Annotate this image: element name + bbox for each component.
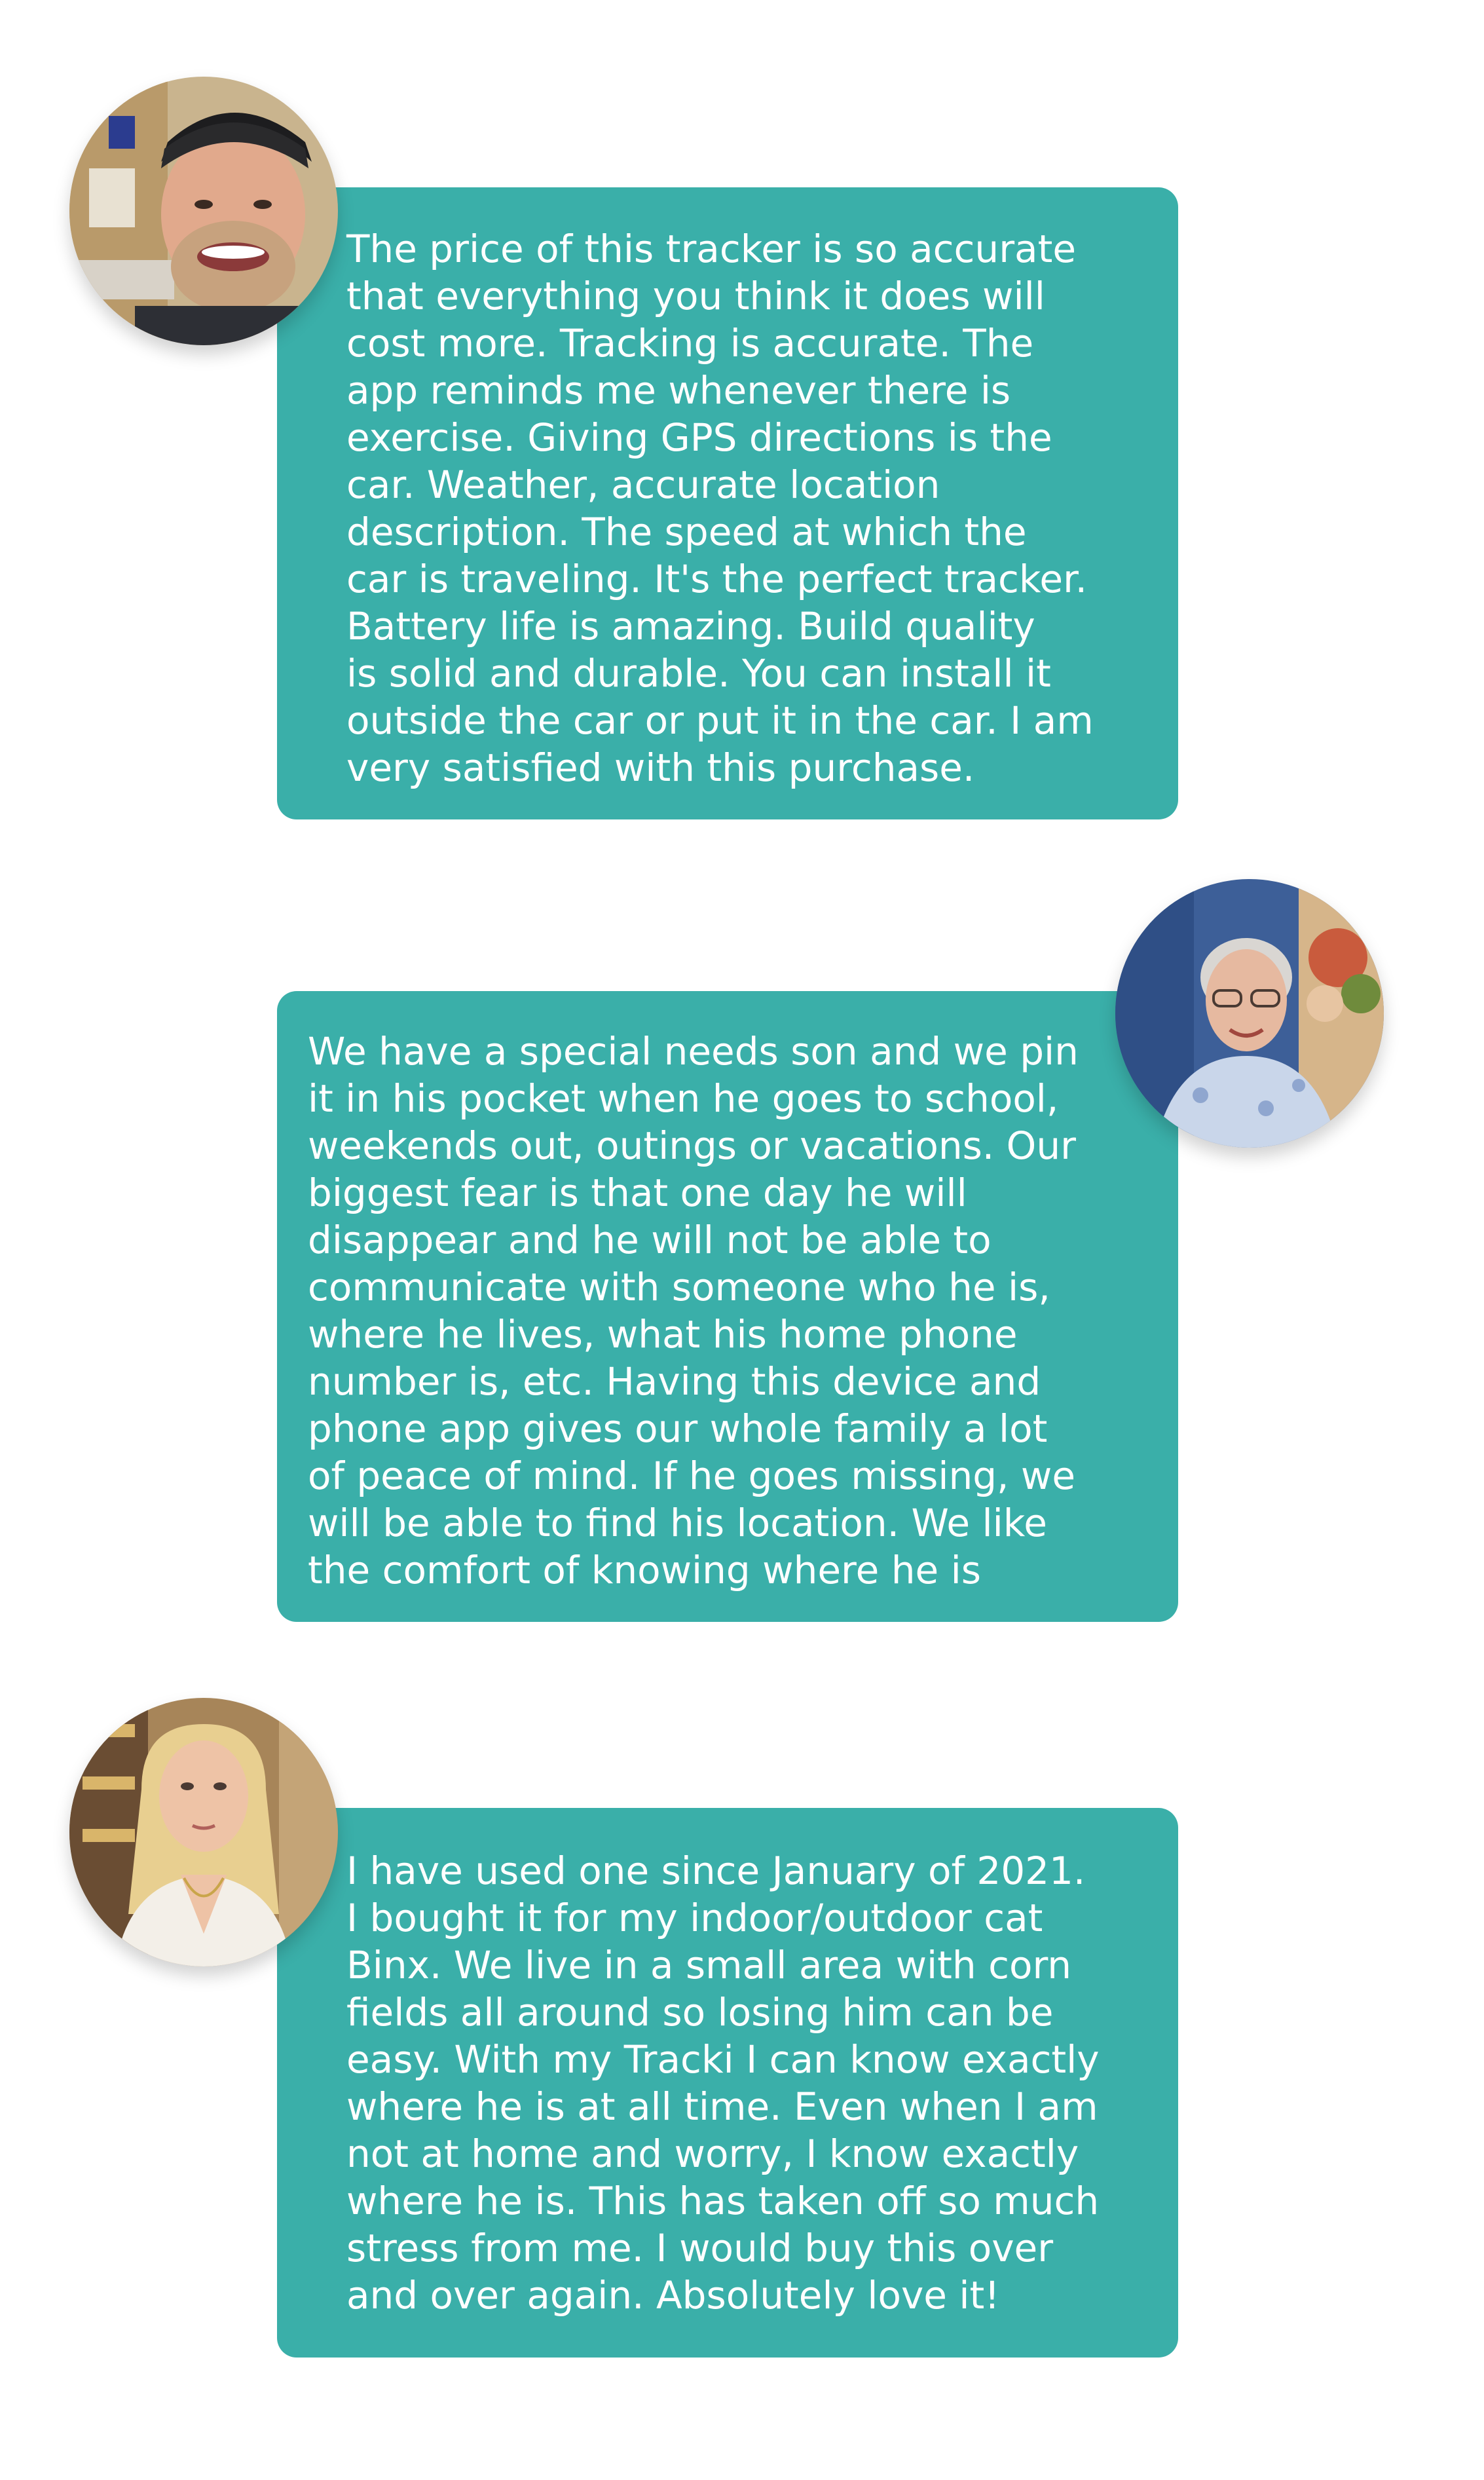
review-1-line: cost more. Tracking is accurate. The xyxy=(346,321,1034,366)
review-2-line: number is, etc. Having this device and xyxy=(308,1359,1041,1404)
young-woman-portrait-icon xyxy=(69,1698,338,1966)
older-woman-portrait-icon xyxy=(1115,879,1384,1148)
review-1-line: car is traveling. It's the perfect tracker. xyxy=(346,557,1088,601)
review-2-line: weekends out, outings or vacations. Our xyxy=(308,1123,1076,1168)
review-2-line: the comfort of knowing where he is xyxy=(308,1548,981,1592)
review-2-line: We have a special needs son and we pin xyxy=(308,1029,1079,1074)
review-2-line: will be able to find his location. We like xyxy=(308,1501,1047,1545)
review-1-line: is solid and durable. You can install it xyxy=(346,651,1051,696)
review-bubble-2 xyxy=(277,991,1178,1622)
review-1-line: The price of this tracker is so accurate xyxy=(346,227,1077,271)
man-with-cap-portrait-icon xyxy=(69,77,338,345)
review-1-line: description. The speed at which the xyxy=(346,510,1027,554)
review-2-line: phone app gives our whole family a lot xyxy=(308,1406,1048,1451)
review-1-line: exercise. Giving GPS directions is the xyxy=(346,415,1052,460)
review-2-line: disappear and he will not be able to xyxy=(308,1218,992,1262)
review-1-line: Battery life is amazing. Build quality xyxy=(346,604,1035,648)
review-2-line: communicate with someone who he is, xyxy=(308,1265,1050,1309)
review-bubble-1 xyxy=(277,187,1178,819)
review-3-line: stress from me. I would buy this over xyxy=(346,2226,1054,2270)
review-1-line: app reminds me whenever there is xyxy=(346,368,1011,413)
review-2-line: biggest fear is that one day he will xyxy=(308,1171,967,1215)
review-2-line: it in his pocket when he goes to school, xyxy=(308,1076,1059,1121)
review-3-line: not at home and worry, I know exactly xyxy=(346,2132,1079,2176)
review-bubble-3 xyxy=(277,1808,1178,2358)
review-1-line: car. Weather, accurate location xyxy=(346,462,940,507)
review-1-line: outside the car or put it in the car. I am xyxy=(346,698,1094,743)
review-3-line: where he is. This has taken off so much xyxy=(346,2179,1100,2223)
review-3-line: where he is at all time. Even when I am xyxy=(346,2084,1098,2129)
review-2-line: of peace of mind. If he goes missing, we xyxy=(308,1454,1076,1498)
review-3-line: fields all around so losing him can be xyxy=(346,1990,1054,2035)
review-2-line: where he lives, what his home phone xyxy=(308,1312,1018,1357)
review-1-line: very satisfied with this purchase. xyxy=(346,745,975,790)
review-3-line: easy. With my Tracki I can know exactly xyxy=(346,2037,1100,2082)
review-3-line: I bought it for my indoor/outdoor cat xyxy=(346,1896,1043,1940)
review-3-line: and over again. Absolutely love it! xyxy=(346,2273,1000,2318)
review-3-line: Binx. We live in a small area with corn xyxy=(346,1943,1072,1987)
review-3-line: I have used one since January of 2021. xyxy=(346,1849,1086,1893)
review-1-line: that everything you think it does will xyxy=(346,274,1045,318)
